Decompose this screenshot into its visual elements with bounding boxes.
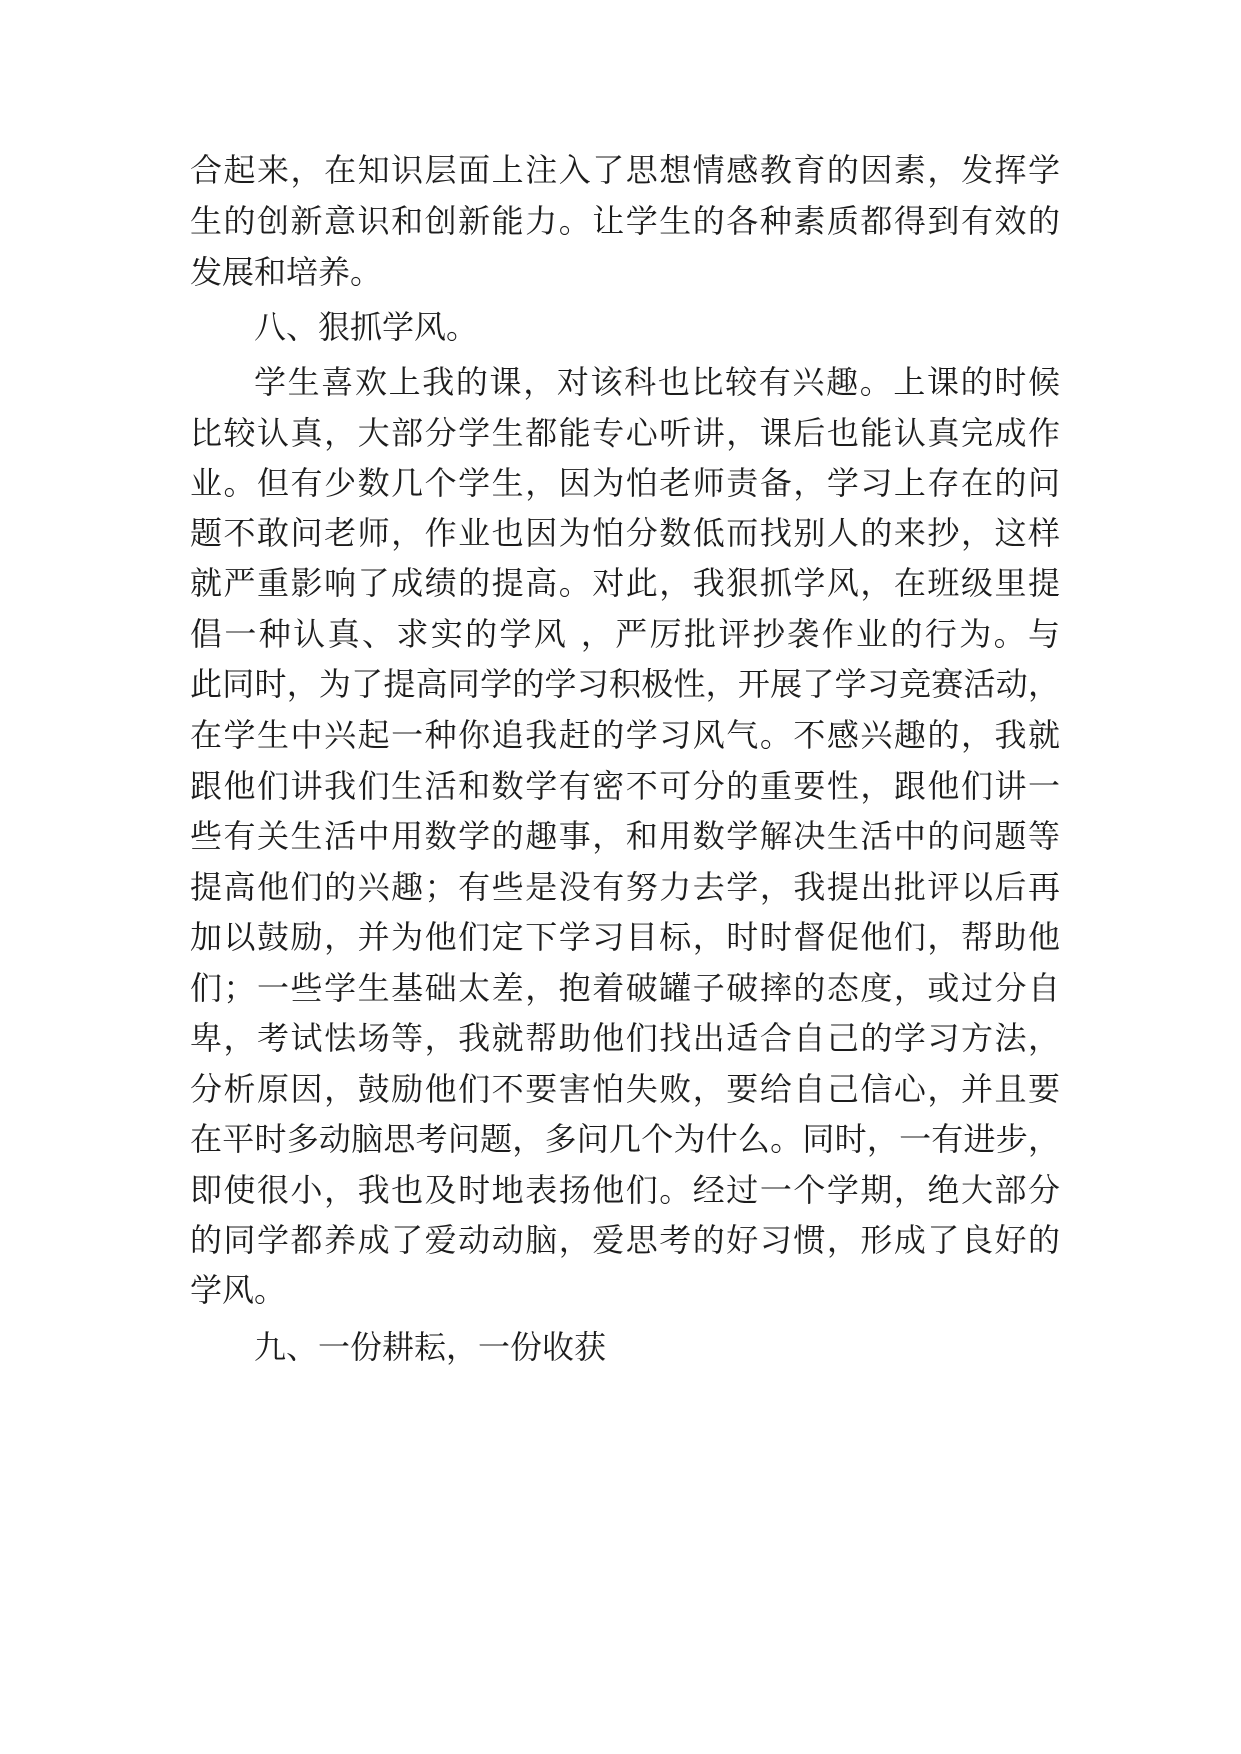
text-line: 业。但有少数几个学生，因为怕老师责备，学习上存在的问: [190, 464, 1060, 502]
text-line: 题不敢问老师，作业也因为怕分数低而找别人的来抄，这样: [190, 514, 1060, 552]
text-line: 学生喜欢上我的课，对该科也比较有兴趣。上课的时候: [254, 363, 1060, 401]
section-heading: 九、一份耕耘，一份收获: [254, 1328, 607, 1366]
text-line: 比较认真，大部分学生都能专心听讲，课后也能认真完成作: [190, 414, 1060, 452]
text-line: 生的创新意识和创新能力。让学生的各种素质都得到有效的: [190, 202, 1060, 240]
text-line: 在学生中兴起一种你追我赶的学习风气。不感兴趣的，我就: [190, 716, 1060, 754]
section-heading: 八、狠抓学风。: [254, 308, 479, 346]
text-line: 些有关生活中用数学的趣事，和用数学解决生活中的问题等: [190, 817, 1060, 855]
text-line: 分析原因，鼓励他们不要害怕失败，要给自己信心，并且要: [190, 1070, 1060, 1108]
text-line: 就严重影响了成绩的提高。对此，我狠抓学风，在班级里提: [190, 564, 1060, 602]
text-line: 学风。: [190, 1271, 287, 1309]
text-line: 在平时多动脑思考问题，多问几个为什么。同时，一有进步，: [190, 1120, 1060, 1158]
text-line: 提高他们的兴趣；有些是没有努力去学，我提出批评以后再: [190, 868, 1060, 906]
text-line: 加以鼓励，并为他们定下学习目标，时时督促他们，帮助他: [190, 918, 1060, 956]
text-line: 卑，考试怯场等，我就帮助他们找出适合自己的学习方法，: [190, 1019, 1060, 1057]
text-line: 们；一些学生基础太差，抱着破罐子破摔的态度，或过分自: [190, 969, 1060, 1007]
text-line: 跟他们讲我们生活和数学有密不可分的重要性，跟他们讲一: [190, 767, 1060, 805]
text-line: 合起来，在知识层面上注入了思想情感教育的因素，发挥学: [190, 151, 1060, 189]
text-line: 即使很小，我也及时地表扬他们。经过一个学期，绝大部分: [190, 1171, 1060, 1209]
text-line: 的同学都养成了爱动动脑，爱思考的好习惯，形成了良好的: [190, 1221, 1060, 1259]
text-line: 倡一种认真、求实的学风 ，严厉批评抄袭作业的行为。与: [190, 615, 1060, 653]
text-line: 此同时，为了提高同学的学习积极性，开展了学习竞赛活动，: [190, 665, 1060, 703]
text-line: 发展和培养。: [190, 253, 383, 291]
